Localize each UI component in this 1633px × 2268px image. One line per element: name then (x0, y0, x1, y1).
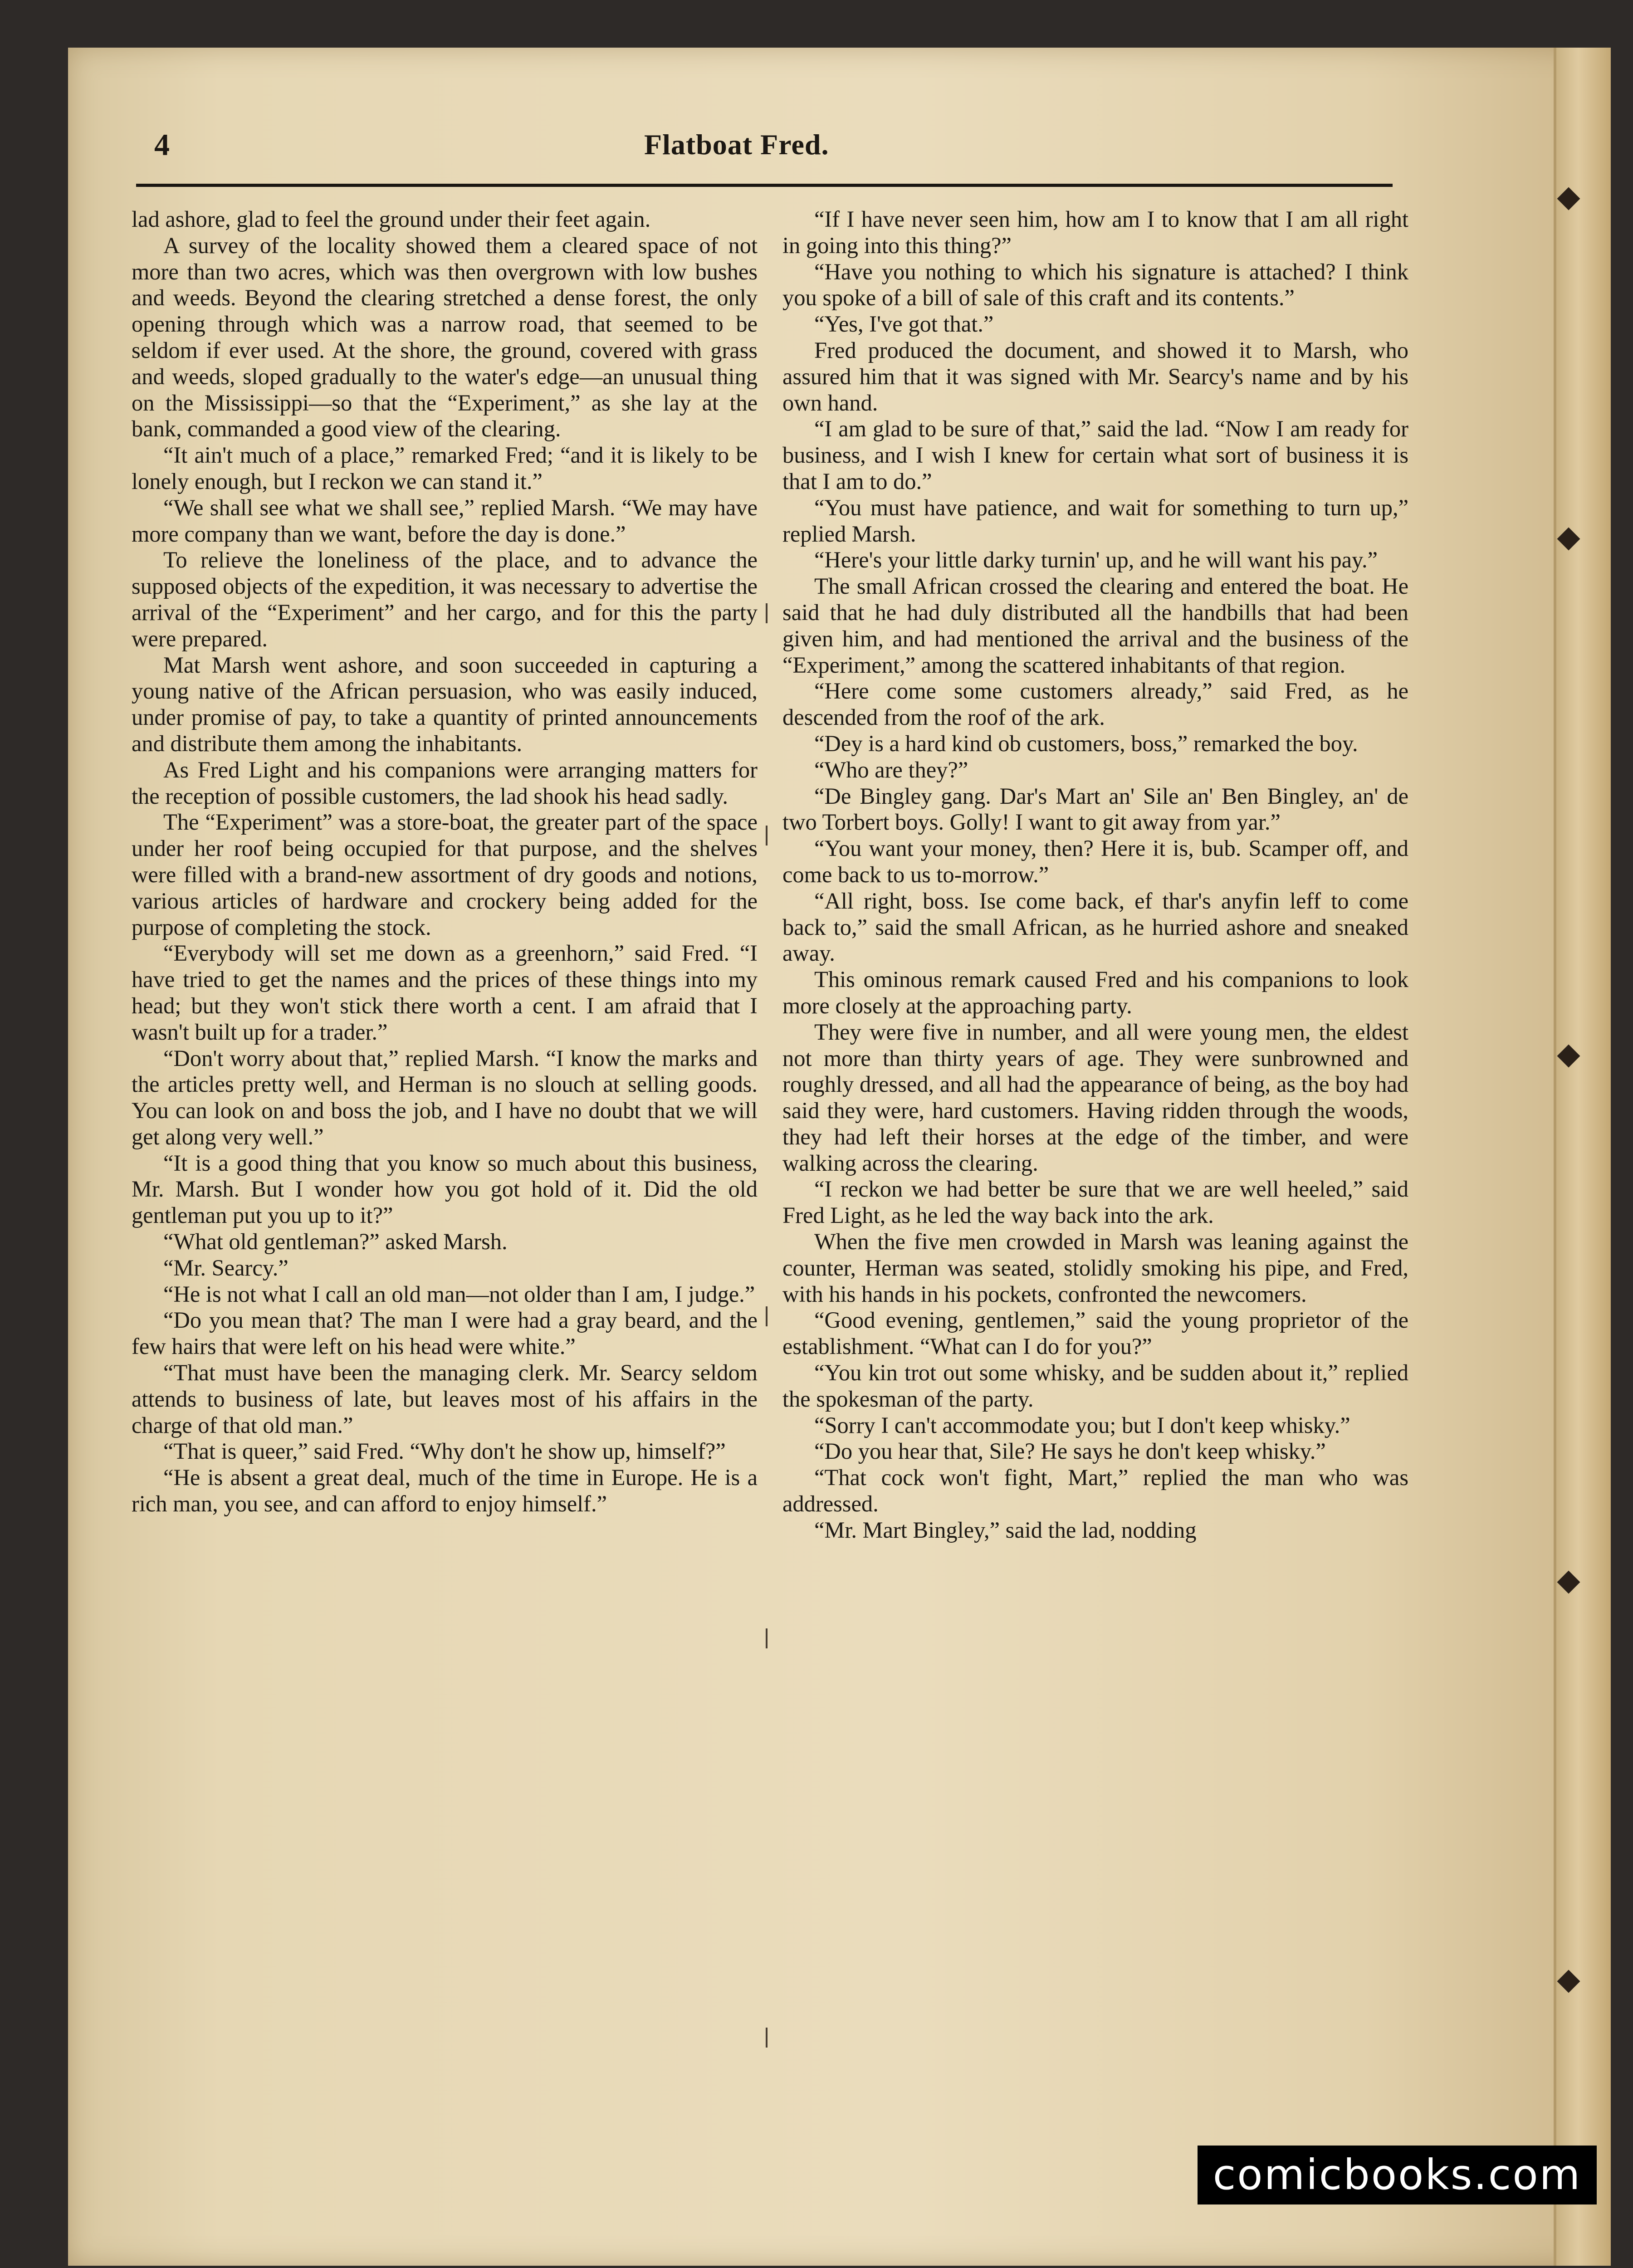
paragraph: “That is queer,” said Fred. “Why don't he show up, himself?” (163, 1438, 726, 1464)
right-text-column (782, 206, 1408, 2034)
paragraph: “Here come some customers already,” said Fred, as he descended from the roof of the ark. (782, 678, 1408, 730)
paragraph: “All right, boss. Ise come back, ef thar's anyfin leff to come back to,” said the small African, as he hurried ashore and sneaked away. (782, 888, 1408, 966)
header-rule (136, 184, 1393, 187)
running-head-title: Flatboat Fred. (644, 128, 829, 161)
paragraph: “You kin trot out some whisky, and be sudden about it,” replied the spokesman of the party. (782, 1360, 1408, 1412)
paragraph: “Who are they?” (814, 757, 968, 782)
paragraph: “Yes, I've got that.” (814, 311, 994, 337)
paragraph: “Good evening, gentlemen,” said the young proprietor of the establishment. “What can I do for you?” (782, 1307, 1408, 1359)
column-gutter-mark (766, 1628, 768, 1648)
paragraph: “That cock won't fight, Mart,” replied the man who was addressed. (782, 1465, 1408, 1517)
paragraph: “What old gentleman?” asked Marsh. (163, 1229, 508, 1255)
paragraph: “Sorry I can't accommodate you; but I don't keep whisky.” (814, 1412, 1350, 1438)
column-gutter-mark (766, 2028, 768, 2048)
paragraph: Fred produced the document, and showed it to Marsh, who assured him that it was signed with Mr. Searcy's name and by his own hand. (782, 337, 1408, 415)
paragraph: “That must have been the managing clerk. Mr. Searcy seldom attends to business of late, but leaves most of his affairs in the charge of that old man.” (132, 1360, 758, 1438)
left-text-column (132, 206, 758, 2034)
page-spine (1554, 48, 1611, 2266)
page-number: 4 (154, 127, 170, 162)
paragraph: “If I have never seen him, how am I to know that I am all right in going into this thing?” (782, 206, 1408, 258)
paragraph: “Mr. Mart Bingley,” said the lad, nodding (814, 1517, 1197, 1543)
paragraph: A survey of the locality showed them a cleared space of not more than two acres, which was then overgrown with low bushes and weeds. Beyond the clearing stretched a dense forest, the only opening through which was a narrow road, that seemed to be seldom if ever used. At the shore, the ground, covered with grass and weeds, sloped gradually to the water's edge—an unusual thing on the Mississippi—so that the “Experiment,” as she lay at the bank, commanded a good view of the clearing. (132, 232, 758, 442)
paragraph: They were five in number, and all were young men, the eldest not more than thirty years of age. They were sunbrowned and roughly dressed, and all had the appearance of being, as the boy had said they were, hard customers. Having ridden through the woods, they had left their horses at the edge of the timber, and were walking across the clearing. (782, 1019, 1408, 1176)
paragraph: When the five men crowded in Marsh was leaning against the counter, Herman was seated, stolidly smoking his pipe, and Fred, with his hands in his pockets, confronted the newcomers. (782, 1229, 1408, 1307)
paragraph: “He is absent a great deal, much of the time in Europe. He is a rich man, you see, and can afford to enjoy himself.” (132, 1465, 758, 1517)
paragraph: The “Experiment” was a store-boat, the greater part of the space under her roof being occupied for that purpose, and the shelves were filled with a brand-new assortment of dry goods and notions, various articles of hardware and crockery being added for the purpose of completing the stock. (132, 809, 758, 940)
column-gutter-mark (766, 1306, 768, 1326)
paragraph: “Don't worry about that,” replied Marsh. “I know the marks and the articles pretty well, and Herman is no slouch at selling goods. You can look on and boss the job, and I have no doubt that we will get along very well.” (132, 1045, 758, 1149)
paragraph: “Here's your little darky turnin' up, and he will want his pay.” (814, 547, 1378, 573)
column-gutter-mark (766, 603, 768, 623)
paragraph: “It ain't much of a place,” remarked Fred; “and it is likely to be lonely enough, but I reckon we can stand it.” (132, 442, 758, 494)
column-gutter-mark (766, 826, 768, 846)
paragraph: lad ashore, glad to feel the ground under their feet again. (132, 206, 651, 232)
paragraph: “Do you hear that, Sile? He says he don't keep whisky.” (814, 1438, 1326, 1464)
paragraph: “I reckon we had better be sure that we are well heeled,” said Fred Light, as he led the way back into the ark. (782, 1176, 1408, 1228)
paragraph: Mat Marsh went ashore, and soon succeeded in capturing a young native of the African persuasion, who was easily induced, under promise of pay, to take a quantity of printed announcements and distribute them among the inhabitants. (132, 652, 758, 756)
paragraph: “He is not what I call an old man—not older than I am, I judge.” (163, 1281, 755, 1307)
paragraph: “You want your money, then? Here it is, bub. Scamper off, and come back to us to-morrow.” (782, 836, 1408, 887)
paragraph: “Do you mean that? The man I were had a gray beard, and the few hairs that were left on his head were white.” (132, 1307, 758, 1359)
paragraph: As Fred Light and his companions were arranging matters for the reception of possible customers, the lad shook his head sadly. (132, 757, 758, 809)
paragraph: “De Bingley gang. Dar's Mart an' Sile an' Ben Bingley, an' de two Torbert boys. Golly! I want to git away from yar.” (782, 783, 1408, 835)
paragraph: To relieve the loneliness of the place, and to advance the supposed objects of the expedition, it was necessary to advertise the arrival of the “Experiment” and her cargo, and for this the party were prepared. (132, 547, 758, 651)
watermark-badge: comicbooks.com (1198, 2146, 1597, 2204)
paragraph: “Have you nothing to which his signature is attached? I think you spoke of a bill of sale of this craft and its contents.” (782, 259, 1408, 311)
paragraph: “We shall see what we shall see,” replied Marsh. “We may have more company than we want, before the day is done.” (132, 494, 758, 547)
paragraph: “You must have patience, and wait for something to turn up,” replied Marsh. (782, 494, 1408, 547)
paragraph: “I am glad to be sure of that,” said the lad. “Now I am ready for business, and I wish I knew for certain what sort of business it is that I am to do.” (782, 416, 1408, 494)
paragraph: This ominous remark caused Fred and his companions to look more closely at the approaching party. (782, 967, 1408, 1018)
paragraph: “Everybody will set me down as a greenhorn,” said Fred. “I have tried to get the names and the prices of these things into my head; but they won't stick there worth a cent. I am afraid that I wasn't built up for a trader.” (132, 940, 758, 1045)
paragraph: The small African crossed the clearing and entered the boat. He said that he had duly distributed all the handbills that had been given him, and had mentioned the arrival and the business of the “Experiment,” among the scattered inhabitants of that region. (782, 573, 1408, 678)
paragraph: “Dey is a hard kind ob customers, boss,” remarked the boy. (814, 730, 1358, 756)
paragraph: “It is a good thing that you know so much about this business, Mr. Marsh. But I wonder how you got hold of it. Did the old gentleman put you up to it?” (132, 1150, 758, 1228)
paragraph: “Mr. Searcy.” (163, 1255, 288, 1281)
